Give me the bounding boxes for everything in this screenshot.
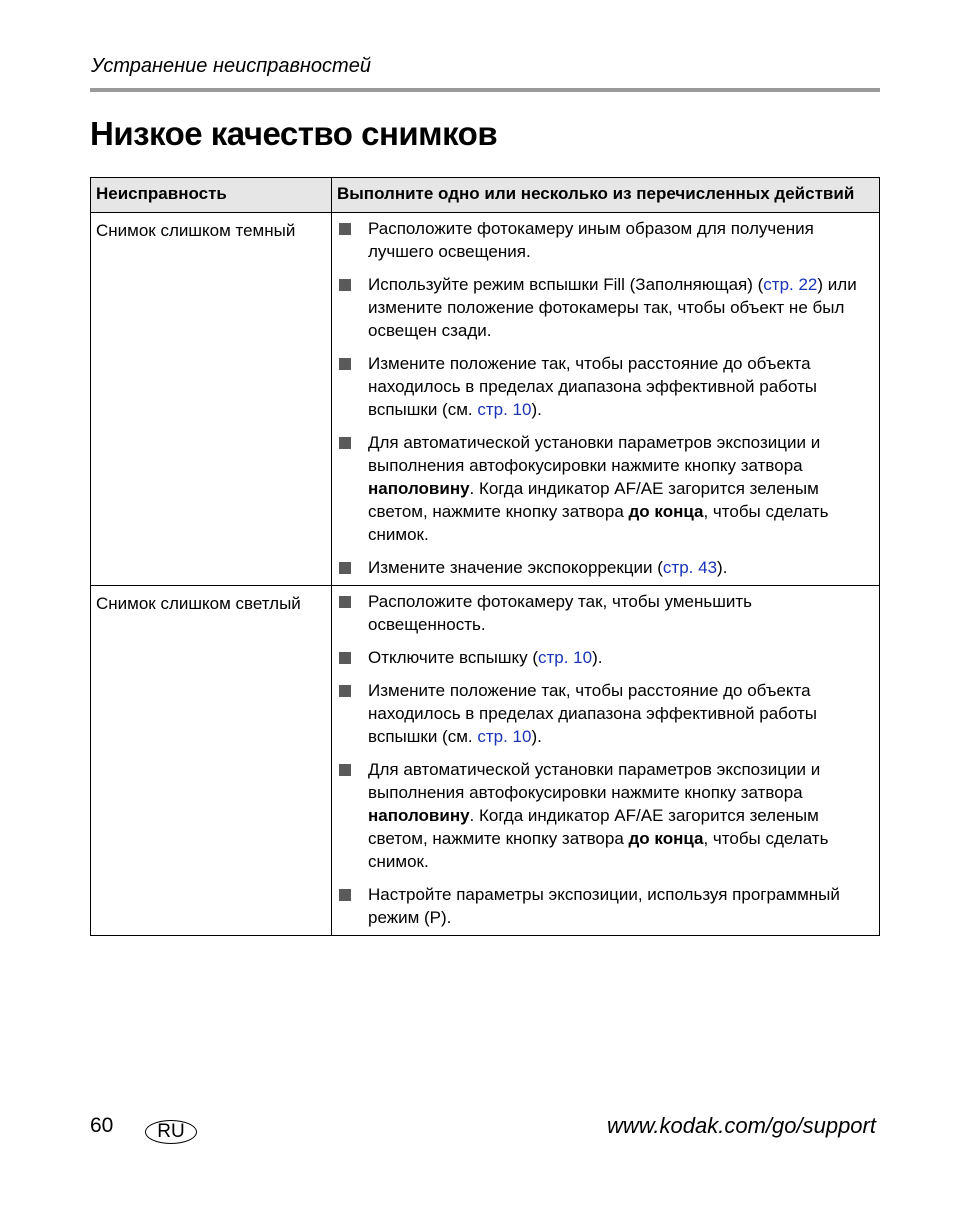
troubleshooting-table (90, 177, 880, 936)
text-segment: Измените значение экспокоррекции ( (368, 558, 663, 577)
action-text (368, 556, 873, 579)
action-text (368, 590, 873, 636)
action-text (368, 883, 873, 929)
text-segment: Измените положение так, чтобы расстояние до объекта находилось в пределах диапазона эффективной работы вспышки (см. (368, 354, 817, 419)
square-bullet-icon (339, 889, 351, 901)
action-item (337, 431, 873, 546)
square-bullet-icon (339, 358, 351, 370)
emphasis-text: до конца (628, 502, 704, 521)
page-reference-link[interactable]: стр. 10 (477, 727, 532, 746)
action-text (368, 646, 873, 669)
square-bullet-icon (339, 279, 351, 291)
square-bullet-icon (339, 652, 351, 664)
text-segment: Для автоматической установки параметров экспозиции и выполнения автофокусировки нажмите кнопку затвора (368, 760, 821, 802)
action-text (368, 217, 873, 263)
action-item (337, 273, 873, 342)
problem-cell: Снимок слишком светлый (91, 586, 332, 936)
text-segment: . Когда индикатор AF/AE загорится зеленым светом, нажмите кнопку затвора (368, 479, 819, 521)
page-reference-link[interactable]: стр. 22 (763, 275, 818, 294)
text-segment: ). (592, 648, 603, 667)
text-segment: ). (531, 400, 542, 419)
action-text (368, 352, 873, 421)
actions-cell (332, 213, 880, 586)
table-header-row (91, 178, 880, 213)
column-header-actions: Выполните одно или несколько из перечисленных действий (332, 178, 880, 213)
action-item (337, 352, 873, 421)
action-item (337, 883, 873, 929)
support-url: www.kodak.com/go/support (606, 1113, 876, 1138)
action-item (337, 646, 873, 669)
square-bullet-icon (339, 562, 351, 574)
square-bullet-icon (339, 223, 351, 235)
emphasis-text: наполовину (368, 479, 470, 498)
page-reference-link[interactable]: стр. 10 (537, 648, 593, 667)
text-segment: Используйте режим вспышки Fill (Заполняющая) ( (368, 275, 764, 294)
action-item (337, 679, 873, 748)
text-segment: , чтобы сделать снимок. (368, 829, 829, 871)
text-segment: Измените положение так, чтобы расстояние до объекта находилось в пределах диапазона эффективной работы вспышки (см. (368, 681, 817, 746)
page-title: Низкое качество снимков (90, 115, 498, 152)
text-segment: Расположите фотокамеру иным образом для получения лучшего освещения. (368, 219, 814, 261)
table-row (91, 586, 880, 936)
text-segment: ). (531, 727, 542, 746)
header-rule (90, 88, 880, 92)
emphasis-text: до конца (628, 829, 704, 848)
text-segment: Расположите фотокамеру так, чтобы уменьшить освещенность. (368, 592, 753, 634)
square-bullet-icon (339, 437, 351, 449)
column-header-problem: Неисправность (91, 178, 332, 213)
action-item (337, 758, 873, 873)
text-segment: ). (717, 558, 728, 577)
square-bullet-icon (339, 596, 351, 608)
table-row (91, 213, 880, 586)
page-reference-link[interactable]: стр. 43 (662, 558, 718, 577)
text-segment: ) или измените положение фотокамеры так, чтобы объект не был освещен сзади. (368, 275, 857, 340)
action-item (337, 556, 873, 579)
text-segment: Настройте параметры экспозиции, используя программный режим (P). (368, 885, 840, 927)
action-text (368, 273, 873, 342)
page-number: 60 (90, 1114, 114, 1137)
language-badge: RU (145, 1120, 197, 1144)
action-text (368, 679, 873, 748)
square-bullet-icon (339, 764, 351, 776)
text-segment: Отключите вспышку ( (368, 648, 538, 667)
text-segment: , чтобы сделать снимок. (368, 502, 829, 544)
action-item (337, 217, 873, 263)
text-segment: Для автоматической установки параметров экспозиции и выполнения автофокусировки нажмите кнопку затвора (368, 433, 821, 475)
square-bullet-icon (339, 685, 351, 697)
table-body (91, 213, 880, 936)
running-header: Устранение неисправностей (91, 55, 371, 77)
page-reference-link[interactable]: стр. 10 (477, 400, 532, 419)
action-text (368, 431, 873, 546)
emphasis-text: наполовину (368, 806, 470, 825)
action-item (337, 590, 873, 636)
problem-cell: Снимок слишком темный (91, 213, 332, 586)
text-segment: . Когда индикатор AF/AE загорится зеленым светом, нажмите кнопку затвора (368, 806, 819, 848)
actions-cell (332, 586, 880, 936)
action-text (368, 758, 873, 873)
